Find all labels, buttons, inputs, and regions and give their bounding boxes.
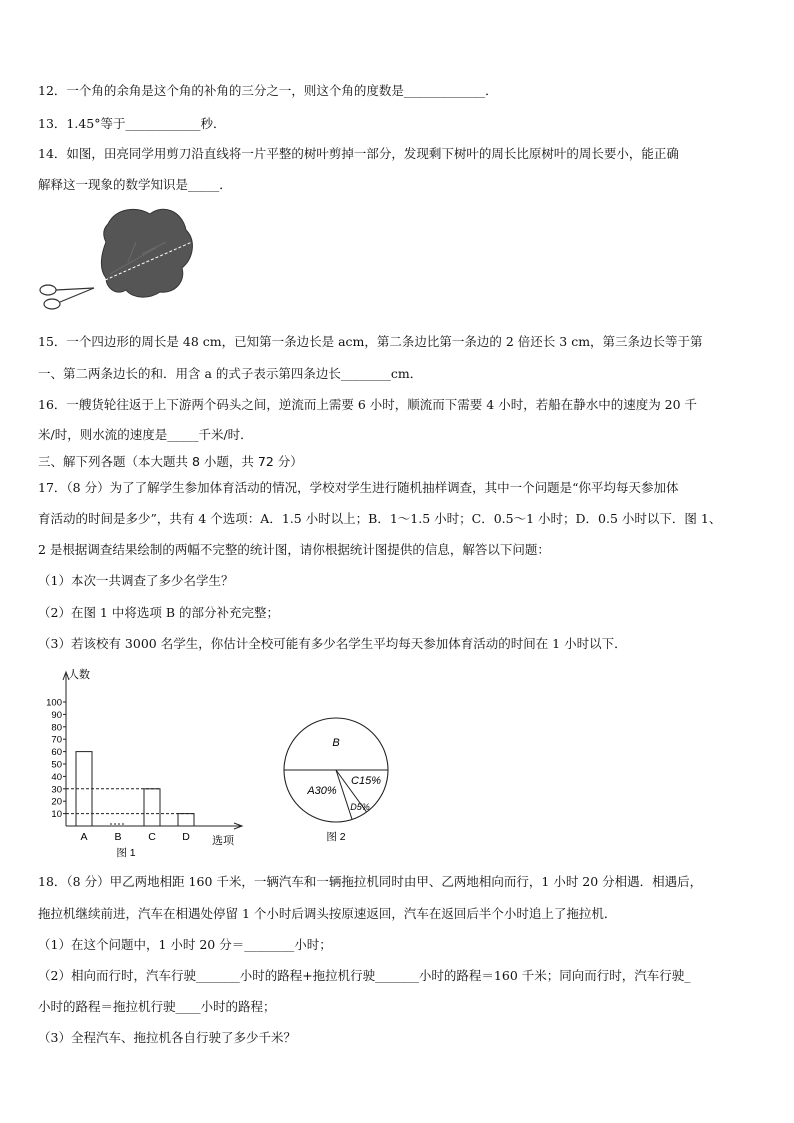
- question-17-line3: 2 是根据调查结果绘制的两幅不完整的统计图，请你根据统计图提供的信息，解答以下问题：: [38, 542, 550, 557]
- question-18-sub2b: 小时的路程＝拖拉机行驶____小时的路程；: [38, 999, 276, 1014]
- question-14-line2: 解释这一现象的数学知识是_____．: [38, 177, 232, 192]
- y-tick-label: 100: [46, 697, 62, 709]
- y-tick-label: 50: [51, 759, 62, 771]
- y-tick-label: 30: [51, 784, 62, 796]
- question-18-sub1: （1）在这个问题中，1 小时 20 分＝________小时；: [38, 937, 332, 952]
- question-17-line2: 育活动的时间是多少”，共有 4 个选项：A．1.5 小时以上；B．1～1.5 小时；C．0.5～1 小时；D．0.5 小时以下．图 1、: [38, 511, 722, 526]
- pie-chart-figure-2: [280, 700, 410, 850]
- y-tick-label: 40: [51, 771, 62, 783]
- figure-caption: 图 1: [116, 847, 136, 859]
- question-18-line1: 18．（8 分）甲乙两地相距 160 千米，一辆汽车和一辆拖拉机同时由甲、乙两地相向而行，1 小时 20 分相遇．相遇后，: [38, 874, 703, 889]
- question-16-line1: 16．一艘货轮往返于上下游两个码头之间，逆流而上需要 6 小时，顺流而下需要 4 小时，若船在静水中的速度为 20 千: [38, 397, 698, 412]
- question-17-line1: 17．（8 分）为了了解学生参加体育活动的情况，学校对学生进行随机抽样调查，其中一个问题是“你平均每天参加体: [38, 480, 679, 495]
- question-18-sub3: （3）全程汽车、拖拉机各自行驶了多少千米？: [38, 1030, 296, 1045]
- question-16-line2: 米/时，则水流的速度是_____千米/时．: [38, 427, 253, 442]
- section-3-heading: 三、解下列各题（本大题共 8 小题，共 72 分）: [38, 454, 303, 469]
- x-tick-label: A: [80, 831, 88, 843]
- pie-slice-label: A30%: [307, 785, 337, 797]
- scissors-icon: [40, 285, 94, 309]
- x-tick-label: D: [182, 831, 190, 843]
- question-18-sub2a: （2）相向而行时，汽车行驶_______小时的路程+拖拉机行驶_______小时的路程＝160 千米；同向而行时，汽车行驶_: [38, 968, 691, 983]
- pie-slice-label: D5%: [350, 802, 370, 812]
- question-17-sub1: （1）本次一共调查了多少名学生？: [38, 573, 234, 588]
- bar-chart-figure-1: [36, 664, 266, 864]
- pie-slice-label: B: [332, 737, 340, 749]
- y-tick-label: 10: [51, 809, 62, 821]
- question-18-line2: 拖拉机继续前进，汽车在相遇处停留 1 个小时后调头按原速返回，汽车在返回后半个小时追上了拖拉机．: [38, 906, 617, 921]
- figure-caption: 图 2: [326, 831, 346, 843]
- bar-C: [144, 789, 160, 826]
- pie-slice-label: C15%: [351, 775, 381, 787]
- question-15-line1: 15．一个四边形的周长是 48 cm，已知第一条边长是 acm，第二条边比第一条边的 2 倍还长 3 cm，第三条边长等于第: [38, 334, 703, 349]
- y-tick-label: 80: [51, 722, 62, 734]
- y-tick-label: 60: [51, 747, 62, 759]
- y-tick-label: 20: [51, 796, 62, 808]
- x-tick-label: B: [114, 831, 122, 843]
- bar-D: [178, 814, 194, 826]
- question-12: 12．一个角的余角是这个角的补角的三分之一，则这个角的度数是_____________．: [38, 83, 498, 98]
- question-17-sub3: （3）若该校有 3000 名学生，你估计全校可能有多少名学生平均每天参加体育活动的时间在 1 小时以下．: [38, 636, 627, 651]
- leaf-scissors-figure: [36, 202, 206, 312]
- y-tick-label: 70: [51, 734, 62, 746]
- y-axis-label: 人数: [68, 669, 90, 681]
- x-axis-label: 选项: [212, 835, 234, 847]
- question-14-line1: 14．如图，田亮同学用剪刀沿直线将一片平整的树叶剪掉一部分，发现剩下树叶的周长比原树叶的周长要小，能正确: [38, 146, 679, 161]
- question-13: 13．1.45°等于____________秒．: [38, 116, 226, 131]
- question-15-line2: 一、第二两条边长的和．用含 a 的式子表示第四条边长________cm．: [38, 366, 423, 381]
- y-tick-label: 90: [51, 709, 62, 721]
- question-17-sub2: （2）在图 1 中将选项 B 的部分补充完整；: [38, 605, 279, 620]
- x-tick-label: C: [148, 831, 156, 843]
